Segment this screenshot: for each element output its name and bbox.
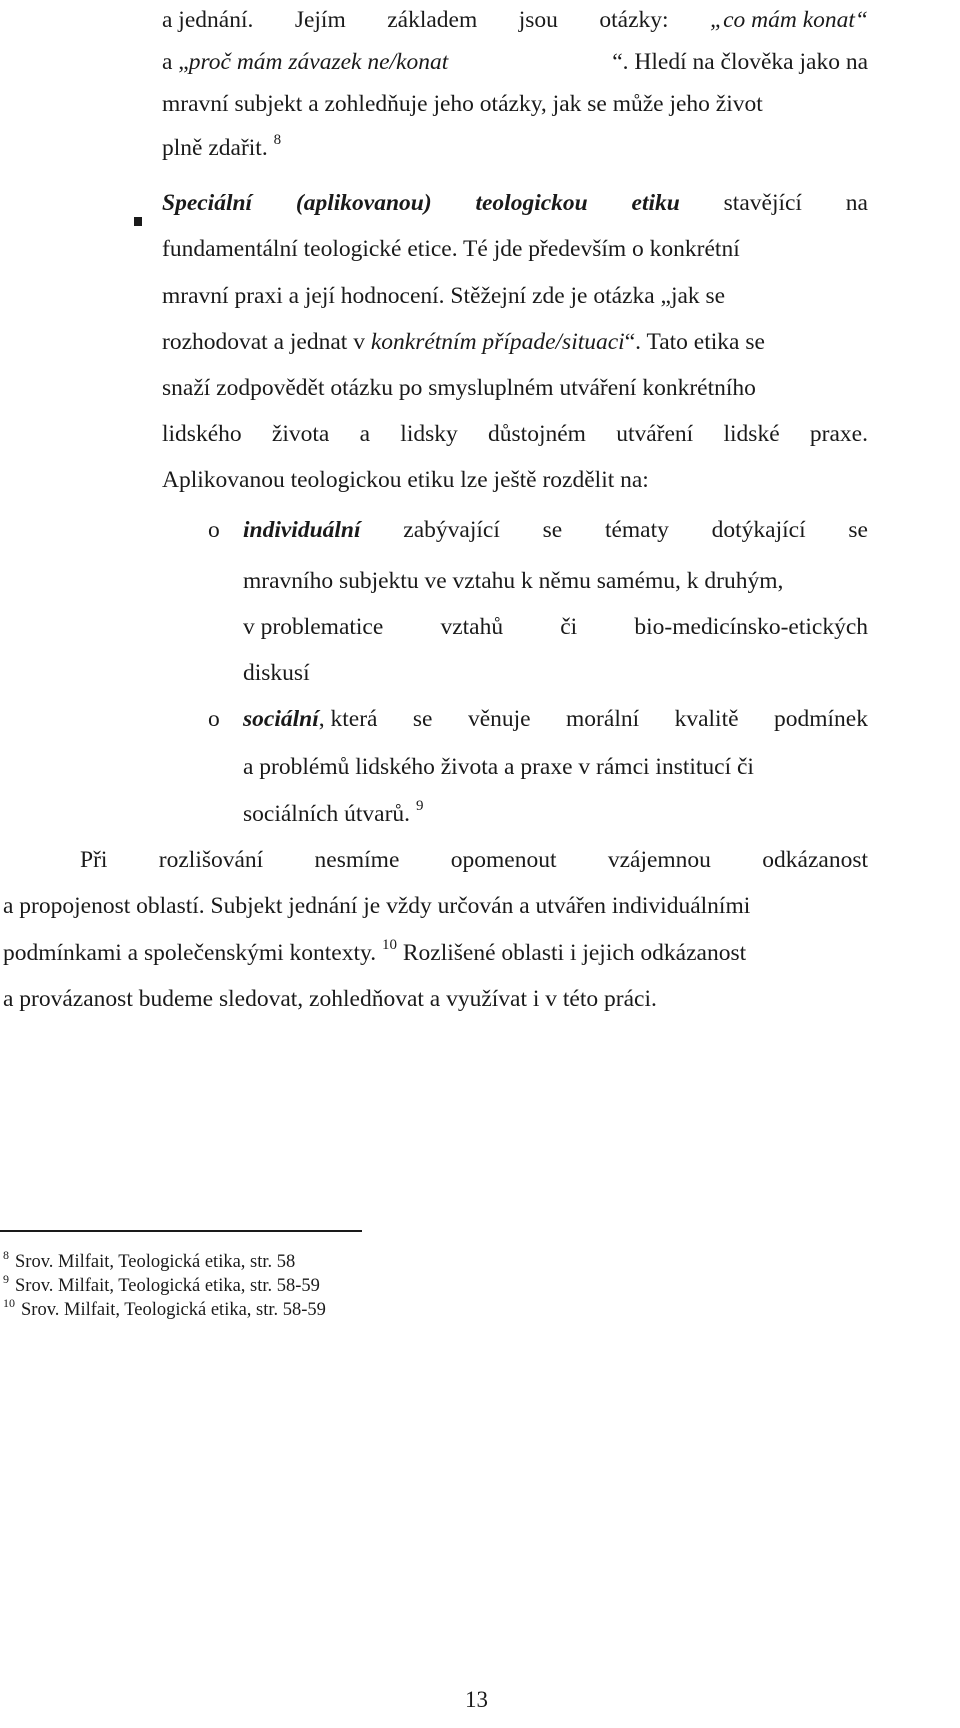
text-fragment: “. Hledí na člověka jako na — [612, 49, 868, 75]
word: Jejím — [294, 7, 346, 33]
term: (aplikovanou) — [295, 190, 432, 216]
term: individuální — [243, 517, 361, 543]
text-line: Při rozlišování nesmíme opomenout vzájemnou odkázanost — [80, 847, 868, 873]
text-line: mravního subjektu ve vztahu k němu samému, k druhým, — [243, 568, 784, 594]
question-phrase: „co mám konat“ — [710, 7, 868, 33]
text-line: sociální, která se věnuje morální kvalitě podmínek — [243, 706, 868, 732]
square-bullet-icon — [134, 217, 142, 226]
text-line: a problémů lidského života a praxe v rámci institucí či — [243, 754, 754, 780]
text-line: lidského života a lidsky důstojném utváření lidské praxe. — [162, 421, 868, 447]
circle-bullet-icon: o — [208, 706, 220, 732]
text-line — [162, 47, 868, 77]
term: sociální — [243, 706, 319, 732]
emphasis: konkrétním případe/situaci — [370, 329, 625, 355]
text-fragment: a „proč mám závazek ne/konat — [162, 49, 449, 75]
text-line: fundamentální teologické etice. Té jde především o konkrétní — [162, 236, 740, 262]
word: otázky: — [599, 7, 669, 33]
text-line: podmínkami a společenskými kontexty. $^{10}$ Rozlišené oblasti i jejich odkázanost — [3, 937, 747, 966]
text-line: rozhodovat a jednat v konkrétním případe/situaci“. Tato etika se — [162, 329, 765, 355]
text-line: mravní subjekt a zohledňuje jeho otázky, jak se může jeho život — [162, 91, 763, 117]
text-line: individuální zabývající se tématy dotýkající se — [243, 517, 868, 543]
word: a jednání. — [162, 7, 254, 33]
text-line — [162, 5, 868, 35]
text-line: a propojenost oblastí. Subjekt jednání je vždy určován a utvářen individuálními — [3, 893, 751, 919]
page-number: 13 — [465, 1687, 488, 1712]
footnote: $^8$ Srov. Milfait, Teologická etika, str. 58 — [3, 1248, 296, 1272]
text-line: Aplikovanou teologickou etiku lze ještě rozdělit na: — [162, 467, 649, 493]
text-line — [162, 188, 868, 218]
term: teologickou — [475, 190, 588, 216]
term: Speciální — [162, 190, 253, 216]
word: základem — [387, 7, 478, 33]
word: jsou — [518, 7, 558, 33]
question-phrase: proč mám závazek ne/konat — [188, 49, 449, 75]
text-line: v problematice vztahů či bio-medicínsko-etických — [243, 614, 868, 640]
text-line: sociálních útvarů. $^9$ — [243, 798, 424, 827]
footnote: $^{10}$ Srov. Milfait, Teologická etika, str. 58-59 — [3, 1296, 326, 1320]
footnote-ref: 10 — [381, 937, 397, 953]
text-line: a provázanost budeme sledovat, zohledňovat a využívat i v této práci. — [3, 986, 657, 1012]
term: etiku — [631, 190, 680, 216]
text-line: mravní praxi a její hodnocení. Stěžejní zde je otázka „jak se — [162, 283, 726, 309]
footnote-separator — [0, 1230, 362, 1232]
word: stavějící — [723, 190, 802, 216]
footnote-ref: 9 — [415, 798, 424, 814]
word: na — [845, 190, 868, 216]
footnote: $^9$ Srov. Milfait, Teologická etika, str. 58-59 — [3, 1272, 320, 1296]
text-line: diskusí — [243, 660, 310, 686]
text-line: snaží zodpovědět otázku po smysluplném utváření konkrétního — [162, 375, 756, 401]
text-line: plně zdařit. $^8$ — [162, 132, 282, 161]
circle-bullet-icon: o — [208, 517, 220, 543]
footnote-ref: 8 — [273, 132, 282, 148]
